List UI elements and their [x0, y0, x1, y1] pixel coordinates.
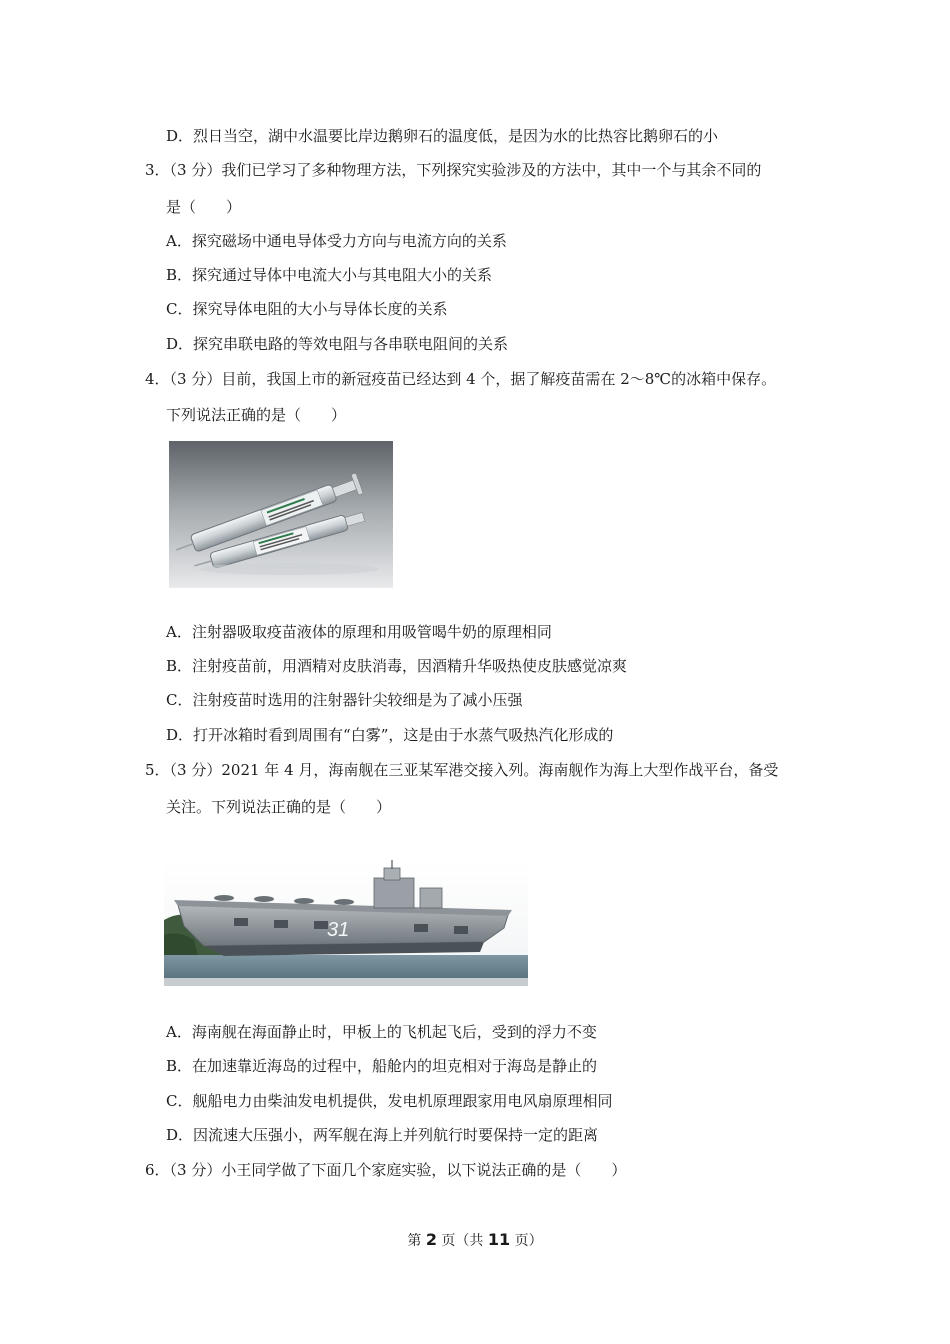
page-footer [0, 1230, 950, 1250]
q4-stem-line1: 4．（3 分）目前，我国上市的新冠疫苗已经达到 4 个，据了解疫苗需在 2～8℃的冰箱中保存。 [145, 370, 777, 388]
q5-option-d: D．因流速大压强小，两军舰在海上并列航行时要保持一定的距离 [166, 1126, 599, 1144]
page-number: 2 [425, 1230, 437, 1249]
q5-option-b: B．在加速靠近海岛的过程中，船舱内的坦克相对于海岛是静止的 [166, 1057, 598, 1075]
q3-option-d: D．探究串联电路的等效电阻与各串联电阻间的关系 [166, 335, 509, 353]
q4-stem-line2: 下列说法正确的是（ ） [166, 406, 347, 424]
q5-stem-line1: 5．（3 分）2021 年 4 月，海南舰在三亚某军港交接入列。海南舰作为海上大型作战平台，备受 [145, 761, 779, 779]
hull-number: 31 [327, 919, 350, 941]
footer-suffix: 页） [510, 1233, 543, 1249]
footer-mid: 页（共 [436, 1233, 488, 1249]
q5-stem-line2: 关注。下列说法正确的是（ ） [166, 798, 392, 816]
q3-option-a: A．探究磁场中通电导体受力方向与电流方向的关系 [166, 232, 507, 250]
vaccine-syringe-image [169, 441, 393, 588]
q4-option-d: D．打开冰箱时看到周围有“白雾”，这是由于水蒸气吸热汽化形成的 [166, 726, 614, 744]
q3-stem-line2: 是（ ） [166, 198, 242, 216]
q3-stem-line1: 3．（3 分）我们已学习了多种物理方法，下列探究实验涉及的方法中，其中一个与其余不同的 [145, 161, 762, 179]
q6-stem-line1: 6．（3 分）小王同学做了下面几个家庭实验，以下说法正确的是（ ） [145, 1161, 627, 1179]
q4-option-c: C．注射疫苗时选用的注射器针尖较细是为了减小压强 [166, 691, 523, 709]
q3-option-b: B．探究通过导体中电流大小与其电阻大小的关系 [166, 266, 493, 284]
footer-prefix: 第 [407, 1233, 426, 1249]
page-total: 11 [487, 1230, 511, 1249]
q4-option-a: A．注射器吸取疫苗液体的原理和用吸管喝牛奶的原理相同 [166, 623, 552, 641]
hainan-warship-image [164, 860, 528, 986]
q5-option-a: A．海南舰在海面静止时，甲板上的飞机起飞后，受到的浮力不变 [166, 1023, 597, 1041]
q5-option-c: C．舰船电力由柴油发电机提供，发电机原理跟家用电风扇原理相同 [166, 1092, 613, 1110]
q3-option-c: C．探究导体电阻的大小与导体长度的关系 [166, 300, 448, 318]
q2-option-d: D．烈日当空，湖中水温要比岸边鹅卵石的温度低，是因为水的比热容比鹅卵石的小 [166, 127, 719, 145]
q4-option-b: B．注射疫苗前，用酒精对皮肤消毒，因酒精升华吸热使皮肤感觉凉爽 [166, 657, 628, 675]
